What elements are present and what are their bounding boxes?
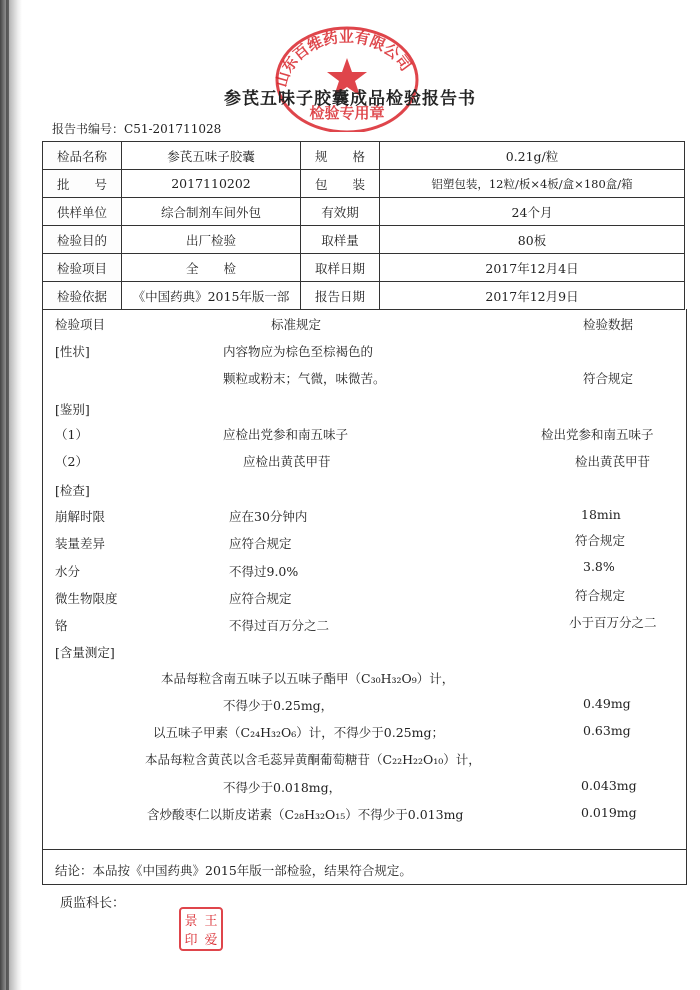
xingzhuang-standard-1: 内容物应为棕色至棕褐色的 xyxy=(223,344,374,359)
jianbie-2-standard: 应检出黄芪甲苷 xyxy=(243,454,331,469)
table-cell: 规 格 xyxy=(301,142,380,170)
table-cell: 检验目的 xyxy=(43,226,122,254)
section-jianbie: [鉴别] xyxy=(55,402,90,417)
report-title: 参芪五味子胶囊成品检验报告书 xyxy=(224,89,476,109)
header-standard: 标准规定 xyxy=(271,317,322,332)
seal-char: 景 xyxy=(184,914,198,929)
table-cell: 报告日期 xyxy=(301,282,380,310)
jiancha-item: 铬 xyxy=(55,618,68,633)
jiancha-item: 装量差异 xyxy=(55,536,106,551)
xingzhuang-standard-2: 颗粒或粉末；气微，味微苦。 xyxy=(223,371,386,386)
table-cell: 检验依据 xyxy=(43,282,122,310)
report-number-value: C51-201711028 xyxy=(124,122,222,136)
jiancha-standard: 应符合规定 xyxy=(229,536,292,551)
jiancha-standard: 不得过9.0% xyxy=(229,564,299,579)
table-cell: 包 装 xyxy=(301,170,380,198)
hanliang-data-3: 0.63mg xyxy=(583,723,631,738)
table-row xyxy=(43,142,685,170)
jiancha-standard: 应在30分钟内 xyxy=(229,509,308,524)
scan-edge xyxy=(0,0,22,990)
table-row xyxy=(43,198,685,226)
table-cell: 2017年12月9日 xyxy=(380,282,685,310)
table-cell: 全 检 xyxy=(122,254,301,282)
hanliang-data-5: 0.043mg xyxy=(581,778,637,793)
table-cell: 检品名称 xyxy=(43,142,122,170)
hanliang-line-6: 含炒酸枣仁以斯皮诺素（C₂₈H₃₂O₁₅）不得少于0.013mg xyxy=(147,807,464,822)
seal-char: 爱 xyxy=(204,933,218,948)
jianbie-1-standard: 应检出党参和南五味子 xyxy=(223,427,349,442)
conclusion: 结论：本品按《中国药典》2015年版一部检验，结果符合规定。 xyxy=(55,863,412,878)
table-cell: 取样日期 xyxy=(301,254,380,282)
hanliang-line-4: 本品每粒含黄芪以含毛蕊异黄酮葡萄糖苷（C₂₂H₂₂O₁₀）计， xyxy=(145,752,481,767)
section-xingzhuang: [性状] xyxy=(55,344,90,359)
jiancha-item: 水分 xyxy=(55,564,81,579)
table-cell: 参芪五味子胶囊 xyxy=(122,142,301,170)
jiancha-data: 符合规定 xyxy=(575,533,626,548)
table-cell: 24个月 xyxy=(380,198,685,226)
table-cell: 出厂检验 xyxy=(122,226,301,254)
hanliang-line-2: 不得少于0.25mg， xyxy=(223,698,334,713)
table-cell: 2017年12月4日 xyxy=(380,254,685,282)
table-row xyxy=(43,282,685,310)
hanliang-data-2: 0.49mg xyxy=(583,696,631,711)
info-table xyxy=(42,141,685,310)
seal-company-text: 山东百维药业有限公司 xyxy=(272,27,415,89)
table-cell: 综合制剂车间外包 xyxy=(122,198,301,226)
table-cell: 取样量 xyxy=(301,226,380,254)
section-jiancha: [检查] xyxy=(55,483,90,498)
table-cell: 有效期 xyxy=(301,198,380,226)
jiancha-data: 小于百万分之二 xyxy=(569,615,657,630)
jiancha-item: 崩解时限 xyxy=(55,509,106,524)
scan-edge-line xyxy=(6,0,9,990)
table-cell: 铝塑包装，12粒/板×4板/盒×180盒/箱 xyxy=(380,170,685,198)
seal-char: 印 xyxy=(184,933,198,948)
table-cell: 0.21g/粒 xyxy=(380,142,685,170)
personal-seal xyxy=(178,906,224,952)
report-number xyxy=(52,120,221,137)
table-cell: 80板 xyxy=(380,226,685,254)
jianbie-2-data: 检出黄芪甲苷 xyxy=(575,454,651,469)
jiancha-data: 3.8% xyxy=(583,559,615,574)
table-row xyxy=(43,170,685,198)
header-item: 检验项目 xyxy=(55,317,106,332)
hanliang-line-1: 本品每粒含南五味子以五味子酯甲（C₃₀H₃₂O₉）计， xyxy=(161,671,455,686)
inspection-seal xyxy=(272,20,422,132)
xingzhuang-data: 符合规定 xyxy=(583,371,634,386)
jiancha-standard: 不得过百万分之二 xyxy=(229,618,330,633)
section-hanliang: [含量测定] xyxy=(55,645,115,660)
hanliang-line-5: 不得少于0.018mg， xyxy=(223,780,342,795)
jianbie-1-item: （1） xyxy=(55,427,88,442)
header-data: 检验数据 xyxy=(583,317,634,332)
jianbie-2-item: （2） xyxy=(55,454,88,469)
hanliang-data-6: 0.019mg xyxy=(581,805,637,820)
jiancha-data: 符合规定 xyxy=(575,588,626,603)
hanliang-line-3: 以五味子甲素（C₂₄H₃₂O₆）计，不得少于0.25mg； xyxy=(153,725,444,740)
report-number-label: 报告书编号： xyxy=(52,122,125,136)
table-cell: 供样单位 xyxy=(43,198,122,226)
jiancha-data: 18min xyxy=(581,507,621,522)
table-cell: 《中国药典》2015年版一部 xyxy=(122,282,301,310)
jiancha-item: 微生物限度 xyxy=(55,591,118,606)
results-section xyxy=(42,309,687,885)
seal-purpose-text: 检验专用章 xyxy=(309,104,385,122)
table-cell: 批 号 xyxy=(43,170,122,198)
table-row xyxy=(43,226,685,254)
table-cell: 2017110202 xyxy=(122,170,301,198)
chief-label: 质监科长： xyxy=(60,896,126,911)
jiancha-standard: 应符合规定 xyxy=(229,591,292,606)
jianbie-1-data: 检出党参和南五味子 xyxy=(541,427,654,442)
table-cell: 检验项目 xyxy=(43,254,122,282)
table-row xyxy=(43,254,685,282)
seal-char: 王 xyxy=(204,914,218,929)
